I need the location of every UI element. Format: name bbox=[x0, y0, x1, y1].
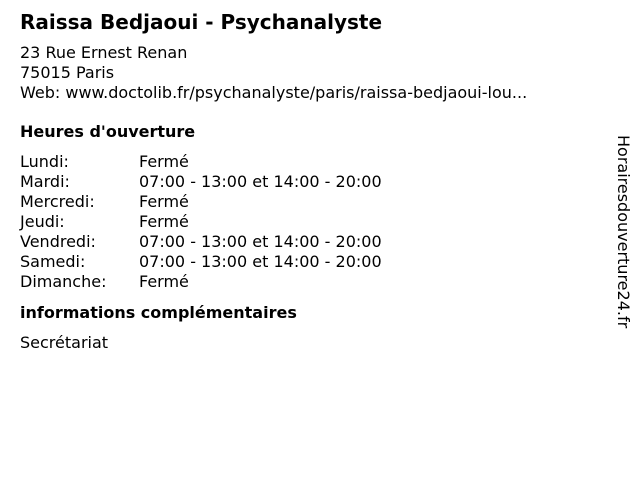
day-label: Dimanche: bbox=[20, 272, 107, 291]
day-label: Mardi: bbox=[20, 172, 70, 191]
hours-row-monday bbox=[20, 152, 610, 172]
additional-info-heading: informations complémentaires bbox=[20, 303, 297, 322]
business-card bbox=[20, 10, 610, 353]
hours-row-thursday bbox=[20, 212, 610, 232]
postal-city: 75015 Paris bbox=[20, 63, 115, 82]
site-watermark: Horairesdouverture24.fr bbox=[614, 135, 633, 329]
business-title: Raissa Bedjaoui - Psychanalyste bbox=[20, 10, 383, 34]
hours-value: Fermé bbox=[139, 192, 189, 211]
hours-row-wednesday bbox=[20, 192, 610, 212]
day-label: Lundi: bbox=[20, 152, 69, 171]
opening-hours-heading: Heures d'ouverture bbox=[20, 122, 196, 141]
hours-value: Fermé bbox=[139, 272, 189, 291]
hours-value: 07:00 - 13:00 et 14:00 - 20:00 bbox=[139, 232, 382, 251]
website-line: Web: www.doctolib.fr/psychanalyste/paris/raissa-bedjaoui-lou... bbox=[20, 83, 528, 102]
hours-row-tuesday bbox=[20, 172, 610, 192]
hours-value: Fermé bbox=[139, 212, 189, 231]
hours-value: 07:00 - 13:00 et 14:00 - 20:00 bbox=[139, 252, 382, 271]
hours-row-sunday bbox=[20, 272, 610, 292]
additional-info-text: Secrétariat bbox=[20, 333, 109, 352]
hours-value: 07:00 - 13:00 et 14:00 - 20:00 bbox=[139, 172, 382, 191]
opening-hours-list bbox=[20, 152, 610, 292]
hours-value: Fermé bbox=[139, 152, 189, 171]
street-address: 23 Rue Ernest Renan bbox=[20, 43, 188, 62]
day-label: Samedi: bbox=[20, 252, 86, 271]
day-label: Jeudi: bbox=[20, 212, 65, 231]
day-label: Mercredi: bbox=[20, 192, 95, 211]
hours-row-saturday bbox=[20, 252, 610, 272]
address-block bbox=[20, 43, 610, 103]
hours-row-friday bbox=[20, 232, 610, 252]
day-label: Vendredi: bbox=[20, 232, 96, 251]
